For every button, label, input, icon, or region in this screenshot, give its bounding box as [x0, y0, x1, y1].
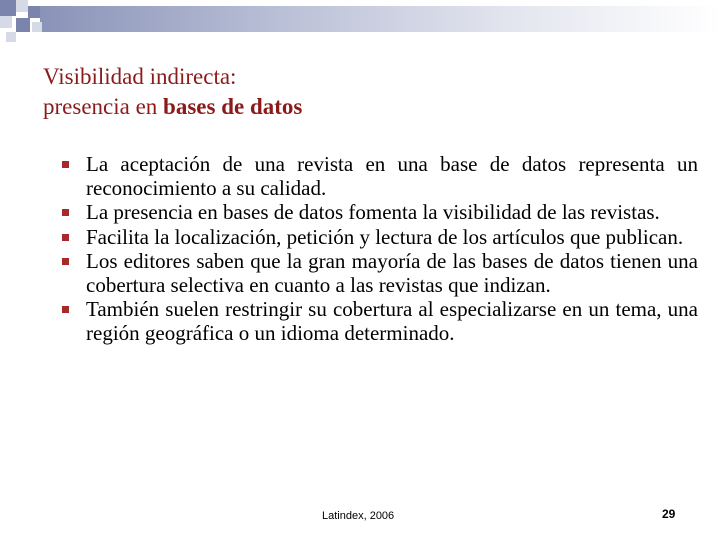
square-bullet-icon — [62, 258, 69, 265]
bullet-text: La presencia en bases de datos fomenta la visibilidad de las revistas. — [86, 200, 660, 225]
square-bullet-icon — [62, 209, 69, 216]
slide-title-line2 — [43, 92, 683, 122]
bullet-list — [62, 152, 698, 346]
bullet-item — [62, 225, 698, 249]
bullet-text: También suelen restringir su cobertura al especializarse en un tema, una región geográfica o un idioma determinado. — [86, 297, 698, 346]
slide-title-prefix: presencia en — [43, 94, 164, 119]
square-bullet-icon — [62, 234, 69, 241]
bullet-text: La aceptación de una revista en una base de datos representa un reconocimiento a su calidad. — [86, 152, 698, 201]
bullet-item — [62, 152, 698, 200]
slide-title-emphasis: bases de datos — [163, 94, 303, 119]
page-number: 29 — [662, 507, 676, 521]
bullet-item — [62, 249, 698, 297]
bullet-item — [62, 297, 698, 345]
square-bullet-icon — [62, 306, 69, 313]
slide-title — [43, 62, 683, 122]
bullet-item — [62, 200, 698, 224]
slide-footer: Latindex, 2006 — [322, 510, 395, 522]
bullet-text: Facilita la localización, petición y lectura de los artículos que publican. — [86, 224, 684, 249]
slide-title-line1: Visibilidad indirecta: — [43, 64, 237, 89]
square-bullet-icon — [62, 161, 69, 168]
bullet-text: Los editores saben que la gran mayoría de las bases de datos tienen una cobertura selectiva en cuanto a las revistas que indizan. — [86, 248, 698, 298]
header-decoration-band — [40, 6, 720, 32]
